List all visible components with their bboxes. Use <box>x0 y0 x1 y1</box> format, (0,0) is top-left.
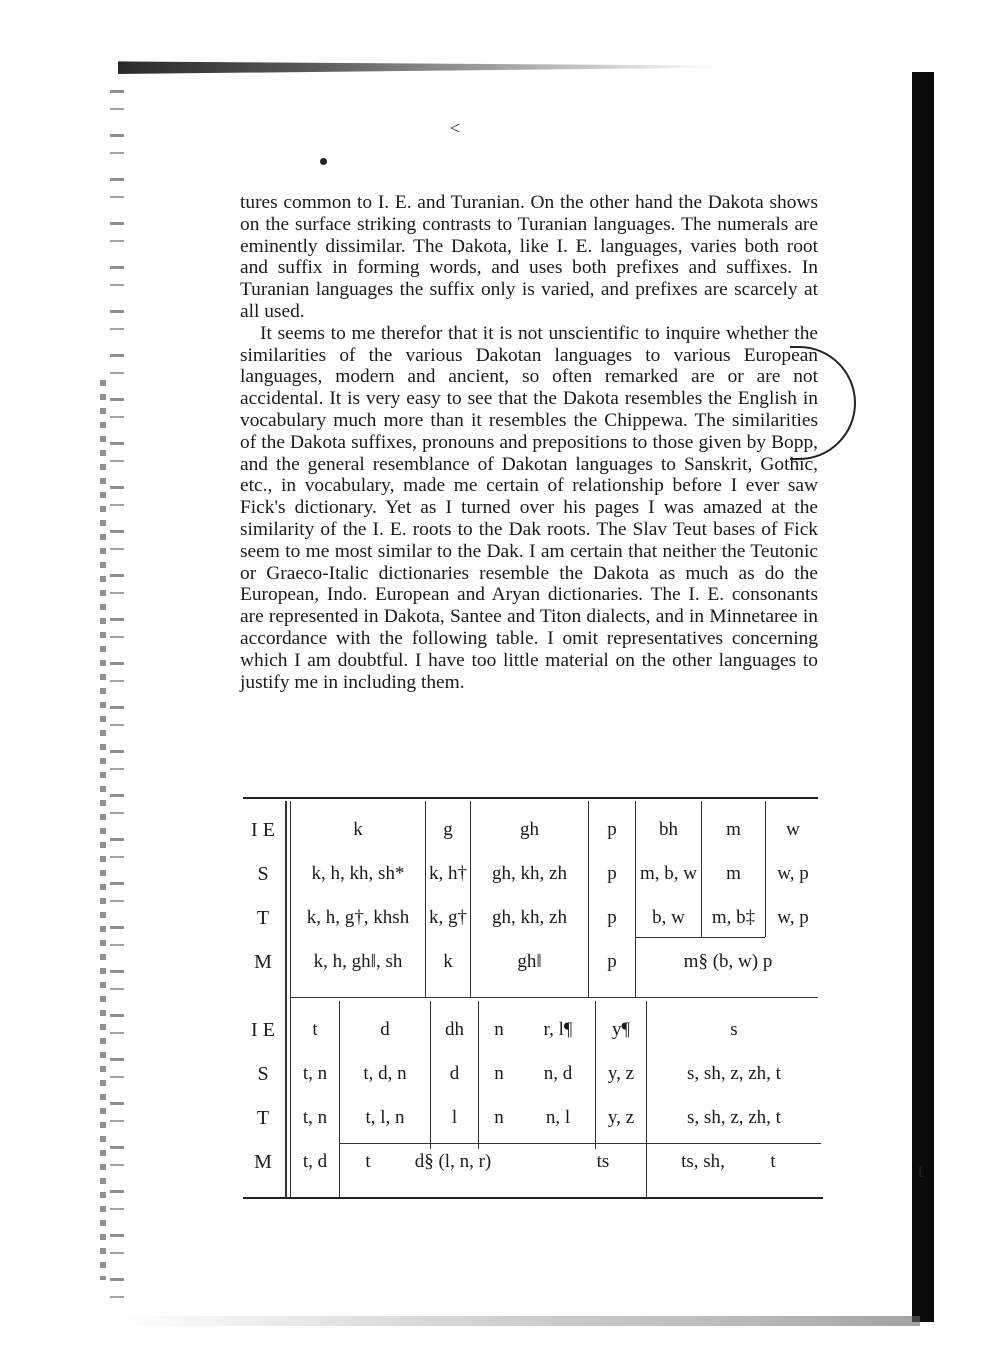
table-header: dh <box>445 1019 464 1040</box>
table-header: gh <box>520 819 539 840</box>
table-cell: t, n <box>302 1107 328 1128</box>
table-header: s <box>730 1019 738 1040</box>
table-cell: t, d <box>302 1151 328 1172</box>
paragraph: tures common to I. E. and Turanian. On the other hand the Dakota shows on the surface striking contrasts to Turanian languages. The numerals are eminently dissimilar. The Dakota, like I. E. languages, varies both root and suffix in forming words, and uses both prefixes and suffixes. In Turanian languages the suffix only is varied, and prefixes are scarcely at all used. <box>240 192 818 322</box>
table-cell: w, p <box>777 863 809 884</box>
margin-letter: t <box>918 1160 924 1182</box>
table-cell: t <box>365 1151 371 1172</box>
table-bottom-rule <box>243 1197 823 1199</box>
row-label-ie: I E <box>251 819 275 841</box>
row-label-t: T <box>256 1107 270 1129</box>
table-cell: t, l, n <box>365 1107 405 1128</box>
table-cell: k, h, kh, sh* <box>311 863 405 884</box>
table-cell: p <box>607 863 617 884</box>
table-cell: k, h, g†, khsh <box>306 907 410 928</box>
table-header: k <box>353 819 363 840</box>
table-cell: s, sh, z, zh, t <box>687 1063 781 1084</box>
scan-edge-left-inner <box>100 380 106 1280</box>
label-column-rule <box>290 801 291 1197</box>
table-cell: s, sh, z, zh, t <box>687 1107 781 1128</box>
table-header: g <box>443 819 453 840</box>
row-label-s: S <box>257 863 269 885</box>
table-cell: p <box>607 951 617 972</box>
table-cell: gh, kh, zh <box>492 863 567 884</box>
section-rule <box>290 997 818 998</box>
table-cell: l <box>451 1107 458 1128</box>
scan-edge-left <box>110 90 124 1310</box>
ink-dot <box>320 158 327 165</box>
scan-edge-right <box>912 72 934 1322</box>
row-label-ie: I E <box>251 1019 275 1041</box>
table-cell: gh‖ <box>517 951 542 972</box>
table-cell: t <box>770 1151 776 1172</box>
table-cell: k, h† <box>429 863 467 884</box>
paragraph: It seems to me therefor that it is not unscientific to inquire whether the similarities of the various Dakotan languages to various European languages, modern and ancient, so often remarked are or are not accidental. It is very easy to see that the Dakota resembles the English in vocabulary much more than it resembles the Chippewa. The similarities of the Dakota suffixes, pronouns and prepositions to those given by Bopp, and the general resemblance of Dakotan languages to Sanskrit, Gothic, etc., in vocabulary, made me certain of relationship before I ever saw Fick's dictionary. Yet as I turned over his pages I was amazed at the similarity of the I. E. roots to the Dak roots. The Slav Teut bases of Fick seem to me most similar to the Dak. I am certain that neither the Teutonic or Graeco-Italic dictionaries resemble the Dakota as much as do the European, Indo. European and Aryan dictionaries. The I. E. consonants are represented in Dakota, Santee and Titon dialects, and in Minnetaree in accordance with the following table. I omit representatives concerning which I am doubtful. I have too little material on the other languages to justify me in including them. <box>240 322 818 693</box>
body-text <box>240 192 818 693</box>
table-cell: k, h, gh‖, sh <box>313 951 403 972</box>
scan-edge-bottom <box>120 1316 920 1326</box>
table-header: m <box>726 819 741 840</box>
table-cell: b, w <box>652 907 685 928</box>
pencil-arrow-mark: < <box>450 118 461 138</box>
table-cell: d <box>449 1063 460 1084</box>
table-cell: m <box>726 863 741 884</box>
table-cell: n <box>494 1063 504 1084</box>
table-cell: m, b‡ <box>711 907 756 928</box>
table-cell: d§ (l, n, r) <box>414 1151 492 1172</box>
table-cell: t, n <box>302 1063 328 1084</box>
table-cell: t, d, n <box>363 1063 407 1084</box>
table-cell: gh, kh, zh <box>492 907 567 928</box>
table-top-rule <box>243 797 818 799</box>
table-header: t <box>312 1019 318 1040</box>
table-header: bh <box>659 819 678 840</box>
table-cell: y, z <box>607 1063 635 1084</box>
table-header: w <box>786 819 800 840</box>
row-label-m: M <box>254 1151 272 1173</box>
table-header: y¶ <box>611 1019 631 1040</box>
table-cell: ts <box>596 1151 610 1172</box>
label-column-rule <box>285 801 287 1197</box>
table-cell: k, g† <box>429 907 467 928</box>
table-cell: m§ (b, w) p <box>683 951 773 972</box>
table-cell: m, b, w <box>640 863 697 884</box>
table-cell: ts, sh, <box>681 1151 725 1172</box>
table-cell: n, d <box>543 1063 573 1084</box>
row-label-s: S <box>257 1063 269 1085</box>
table-header: p <box>607 819 617 840</box>
table-cell: k <box>443 951 453 972</box>
cell-rule <box>339 1143 821 1144</box>
table-cell: n <box>494 1107 504 1128</box>
table-cell: w, p <box>777 907 809 928</box>
table-header: r, l¶ <box>543 1019 573 1040</box>
row-label-m: M <box>254 951 272 973</box>
table-cell: n, l <box>545 1107 571 1128</box>
table-cell: y, z <box>607 1107 635 1128</box>
table-header: n <box>494 1019 504 1040</box>
table-header: d <box>380 1019 390 1040</box>
row-label-t: T <box>256 907 270 929</box>
scan-edge-top <box>118 60 718 74</box>
cell-rule <box>635 937 765 938</box>
table-cell: p <box>607 907 617 928</box>
